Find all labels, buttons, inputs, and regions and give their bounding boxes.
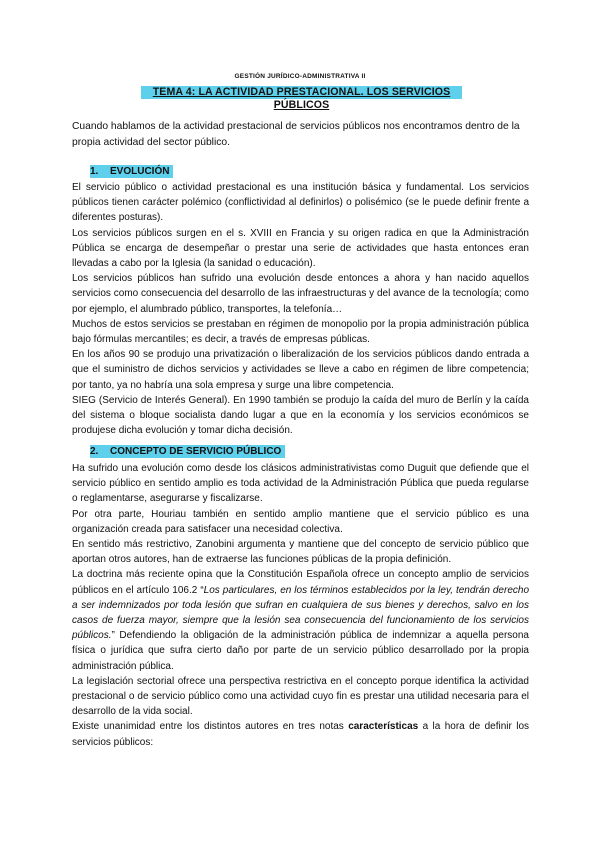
paragraph: En sentido más restrictivo, Zanobini argumenta y mantiene que del concepto de servicio público que aportan otros autores, han de extraerse las funciones públicas de la propia definición. [72, 539, 529, 566]
paragraph: El servicio público o actividad prestacional es una institución básica y fundamental. Los servicios públicos tienen carácter polémico (conflictividad al definirlos) o polisémico (se le puede definir frente a diferentes posturas). [72, 182, 529, 224]
page-title: TEMA 4: LA ACTIVIDAD PRESTACIONAL. LOS SERVICIOS PÚBLICOS [141, 86, 462, 99]
section-heading-concepto [90, 445, 285, 458]
section-body-concepto [72, 461, 529, 750]
closing-emphasis: características [348, 721, 419, 733]
constitution-tail: ” Defendiendo la obligación de la administración pública de indemnizar a aquella persona física o jurídica que sufra cierto daño por parte de un servicio público desarrollado por la propia administración pública. [72, 630, 529, 672]
closing-paragraph [72, 719, 529, 749]
article-quote: Los particulares, en los términos establecidos por la ley, tendrán derecho a ser indemnizados por toda lesión que sufran en cualquiera de sus bienes y derechos, salvo en los casos de fuerza mayor, siempre que la lesión sea consecuencia del funcionamiento de los servicios públicos. [72, 584, 530, 642]
section-body-evolucion [72, 180, 529, 438]
section-title: EVOLUCIÓN [110, 166, 170, 177]
constitution-lead: La doctrina más reciente opina que la Constitución Española ofrece un concepto amplio de servicios públicos en el artículo 106.2 “ [72, 569, 529, 596]
section-number: 2. [90, 446, 99, 457]
paragraph: SIEG (Servicio de Interés General). En 1990 también se produjo la caída del muro de Berlín y la caída del sistema o bloque socialista dando lugar a que en la economía y los servicios económicos se produjese dicha evolución y tomar dicha decisión. [72, 394, 529, 437]
paragraph: Los servicios públicos han sufrido una evolución desde entonces a ahora y han nacido aquellos servicios como consecuencia del desarrollo de las infraestructuras y del avance de la tecnología; como por ejemplo, el alumbrado público, transportes, la telefonía… [72, 273, 529, 315]
paragraph: En los años 90 se produjo una privatización o liberalización de los servicios públicos dando entrada a que el suministro de dichos servicios y actividades se lleve a cabo en régimen de libre competencia; por tanto, ya no habría una sola empresa y surge una libre competencia. [72, 349, 529, 391]
paragraph: Muchos de estos servicios se prestaban en régimen de monopolio por la propia administración pública bajo fórmulas mercantiles; es decir, a través de empresas públicas. [72, 318, 529, 346]
paragraph: Los servicios públicos surgen en el s. XVIII en Francia y su origen radica en que la Administración Pública se encarga de desempeñar o prestar una serie de actividades que hasta entonces eran llevadas a cabo por la Iglesia (la sanidad o educación). [72, 227, 529, 270]
course-header: GESTIÓN JURÍDICO-ADMINISTRATIVA II [234, 73, 366, 80]
section-number: 1. [90, 166, 99, 177]
paragraph: Ha sufrido una evolución como desde los clásicos administrativistas como Duguit que defiende que el servicio público en sentido amplio es toda actividad de la Administración Pública que pueda regularse o reglamentarse, asegurarse y fiscalizarse. [72, 463, 529, 505]
closing-lead: Existe unanimidad entre los distintos autores en tres notas [72, 721, 349, 733]
paragraph: Por otra parte, Houriau también en sentido amplio mantiene que el servicio público es una organización creada para satisfacer una necesidad colectiva. [72, 508, 529, 535]
intro-paragraph: Cuando hablamos de la actividad prestacional de servicios públicos nos encontramos dentro de la propia actividad del sector público. [72, 121, 520, 148]
paragraph: La legislación sectorial ofrece una perspectiva restrictiva en el concepto porque identifica la actividad prestacional o de servicio público como una actividad cuyo fin es prestar una utilidad necesaria para el desarrollo de la vida social. [72, 675, 529, 718]
closing-tail: a la hora de definir los servicios públicos: [72, 721, 530, 748]
section-heading-evolucion [90, 165, 173, 178]
section-title: CONCEPTO DE SERVICIO PÚBLICO [110, 446, 282, 457]
constitution-paragraph [72, 567, 529, 673]
